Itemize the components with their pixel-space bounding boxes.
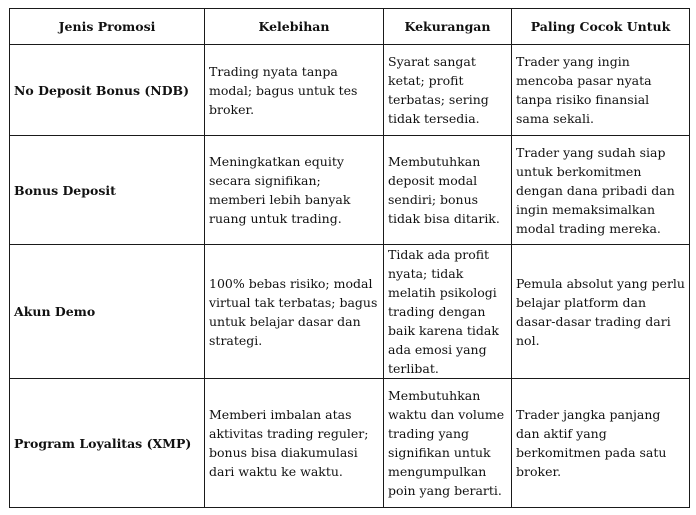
best-for-cell: Trader yang sudah siap untuk berkomitmen dengan dana pribadi dan ingin memaksimalkan modal trading mereka.	[512, 136, 690, 245]
promotion-type-cell: Akun Demo	[10, 245, 205, 379]
cons-cell: Membutuhkan waktu dan volume trading yang signifikan untuk mengumpulkan poin yang berarti.	[384, 379, 512, 508]
cons-cell: Membutuhkan deposit modal sendiri; bonus tidak bisa ditarik.	[384, 136, 512, 245]
table-row	[10, 245, 690, 379]
pros-cell: Meningkatkan equity secara signifikan; memberi lebih banyak ruang untuk trading.	[205, 136, 384, 245]
header-cons: Kekurangan	[384, 9, 512, 45]
pros-cell: 100% bebas risiko; modal virtual tak terbatas; bagus untuk belajar dasar dan strategi.	[205, 245, 384, 379]
promotion-type-cell: No Deposit Bonus (NDB)	[10, 45, 205, 136]
cons-cell: Syarat sangat ketat; profit terbatas; sering tidak tersedia.	[384, 45, 512, 136]
header-promotion-type: Jenis Promosi	[10, 9, 205, 45]
pros-cell: Trading nyata tanpa modal; bagus untuk tes broker.	[205, 45, 384, 136]
table-row	[10, 136, 690, 245]
header-pros: Kelebihan	[205, 9, 384, 45]
header-best-for: Paling Cocok Untuk	[512, 9, 690, 45]
pros-cell: Memberi imbalan atas aktivitas trading reguler; bonus bisa diakumulasi dari waktu ke waktu.	[205, 379, 384, 508]
cons-cell: Tidak ada profit nyata; tidak melatih psikologi trading dengan baik karena tidak ada emosi yang terlibat.	[384, 245, 512, 379]
promotion-type-cell: Program Loyalitas (XMP)	[10, 379, 205, 508]
best-for-cell: Pemula absolut yang perlu belajar platform dan dasar-dasar trading dari nol.	[512, 245, 690, 379]
table-header-row	[10, 9, 690, 45]
promotion-comparison-table	[9, 8, 690, 508]
promotion-type-cell: Bonus Deposit	[10, 136, 205, 245]
best-for-cell: Trader jangka panjang dan aktif yang berkomitmen pada satu broker.	[512, 379, 690, 508]
best-for-cell: Trader yang ingin mencoba pasar nyata tanpa risiko finansial sama sekali.	[512, 45, 690, 136]
table-row	[10, 379, 690, 508]
table-row	[10, 45, 690, 136]
